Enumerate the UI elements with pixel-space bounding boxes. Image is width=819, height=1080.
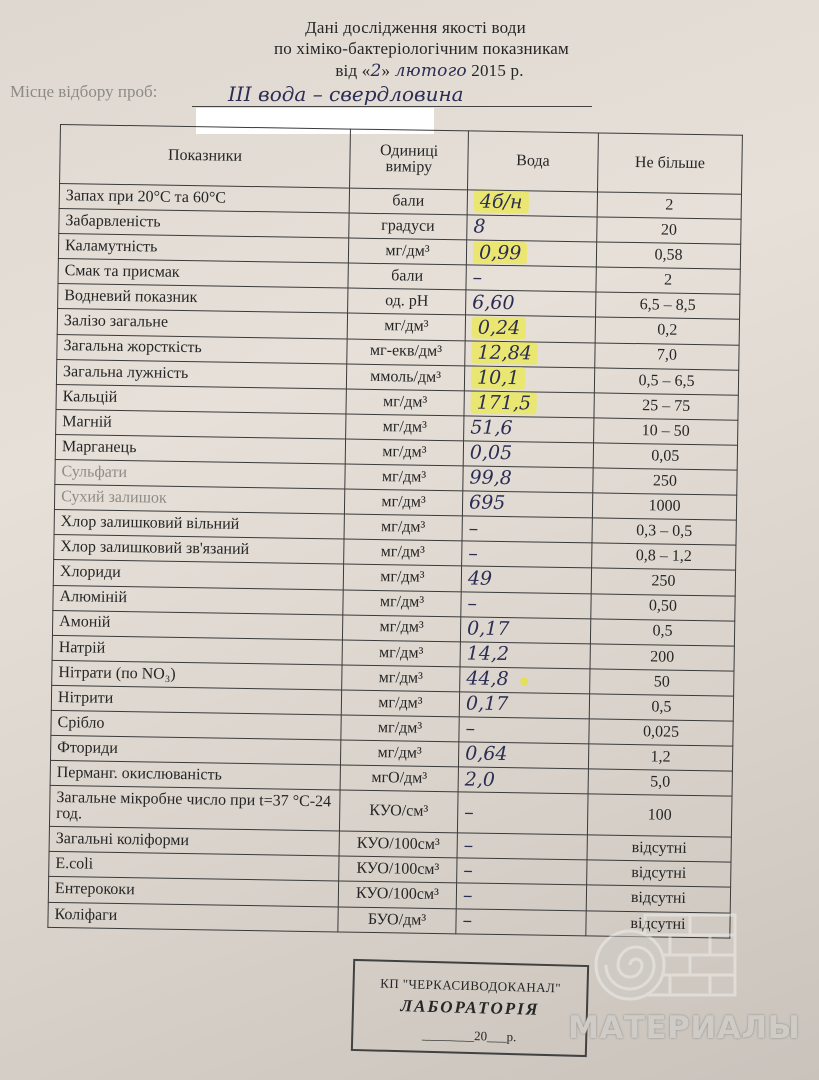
unit-cell-text: мг/дм³ — [381, 468, 427, 486]
unit-cell — [344, 489, 462, 516]
max-limit-cell-text: 250 — [652, 472, 678, 490]
max-limit-cell — [593, 443, 737, 470]
indicator-name-cell-text: Запах при 20°С та 60°С — [65, 186, 227, 207]
indicator-name-cell-text: Хлориди — [59, 563, 121, 582]
handwritten-value: – — [463, 859, 474, 882]
sample-place-value: ІІІ вода – свердловина — [228, 82, 464, 106]
handwritten-value: – — [468, 542, 478, 565]
water-value-cell — [458, 767, 588, 794]
document-date — [20, 61, 819, 81]
indicator-name-cell-text: Нітрати (по NO₃) — [58, 663, 176, 683]
unit-cell-text: мг/дм³ — [380, 568, 425, 587]
unit-cell-text: мг/дм³ — [380, 518, 426, 536]
max-limit-cell-text: 50 — [653, 673, 670, 691]
indicator-name-cell-text: Сульфати — [61, 462, 128, 482]
stamp-org: КП "ЧЕРКАСИВОДОКАНАЛ" — [380, 975, 562, 996]
max-limit-cell-text: відсутні — [631, 864, 687, 883]
max-limit-cell-text: 6,5 – 8,5 — [639, 296, 696, 315]
unit-cell — [347, 314, 465, 341]
brick-wall-roll-icon — [585, 905, 745, 1005]
unit-cell-text: КУО/100см³ — [355, 885, 440, 904]
unit-cell — [338, 881, 456, 908]
max-limit-cell — [592, 518, 736, 545]
max-limit-cell-text: 0,025 — [642, 723, 680, 741]
unit-cell-text: бали — [392, 192, 425, 210]
highlighter-dot — [521, 677, 529, 685]
indicator-name-cell-text: Коліфаги — [54, 905, 118, 924]
date-prefix: від « — [335, 61, 371, 80]
max-limit-cell — [595, 317, 739, 344]
max-limit-cell-text: відсутні — [630, 914, 686, 933]
unit-cell — [339, 790, 458, 833]
unit-cell-text: мг/дм³ — [379, 618, 424, 637]
max-limit-cell — [589, 694, 733, 721]
unit-cell-text: градуси — [381, 217, 435, 235]
unit-cell — [342, 640, 460, 667]
max-limit-cell — [596, 242, 740, 269]
indicator-name-cell-text: Фториди — [57, 738, 119, 757]
indicator-name-cell-text: Залізо загальне — [63, 312, 169, 332]
water-value-cell — [465, 340, 595, 367]
unit-cell-text: мг/дм³ — [382, 442, 427, 461]
indicator-name-cell — [49, 786, 340, 832]
water-value-cell — [456, 908, 586, 936]
table-header-row — [60, 125, 743, 195]
max-limit-cell-text: 0,5 — [651, 698, 672, 716]
max-limit-cell — [588, 769, 732, 796]
max-limit-cell — [597, 192, 741, 219]
indicator-name-cell-text: Загальна жорсткість — [63, 337, 202, 357]
max-limit-cell — [587, 794, 732, 837]
date-month: лютого — [394, 61, 467, 81]
water-value-cell — [465, 315, 595, 342]
max-limit-cell-text: 10 – 50 — [641, 421, 690, 440]
water-value-cell — [456, 883, 586, 910]
max-limit-cell — [591, 593, 735, 620]
handwritten-value: 0,64 — [464, 742, 508, 766]
stamp-date-line: ________20___р. — [421, 1026, 517, 1045]
max-limit-cell-text: 0,5 — [652, 622, 673, 641]
max-limit-cell — [588, 744, 732, 771]
indicator-name-cell-text: Магній — [62, 412, 112, 431]
unit-cell — [346, 414, 464, 441]
handwritten-value: 10,1 — [471, 367, 526, 390]
indicator-name-cell-text: Амоній — [59, 613, 111, 632]
water-value-cell — [458, 742, 588, 769]
unit-cell — [338, 906, 456, 933]
indicator-name-cell-text: Алюміній — [59, 588, 128, 607]
max-limit-cell-text: 200 — [650, 647, 675, 666]
handwritten-value: – — [468, 517, 479, 540]
indicator-name-cell-text: Загальна лужність — [62, 362, 189, 382]
max-limit-cell — [590, 669, 734, 696]
indicator-name-cell-text: Срібло — [57, 713, 105, 732]
indicator-name-cell-text: E.coli — [55, 855, 94, 873]
unit-cell-text: мг/дм³ — [379, 593, 425, 612]
unit-cell — [343, 590, 461, 617]
water-value-cell — [463, 466, 593, 493]
sample-place-label: Місце відбору проб: — [10, 82, 158, 101]
max-limit-cell — [590, 618, 734, 645]
max-limit-cell-text: 0,3 – 0,5 — [636, 522, 693, 541]
laboratory-stamp — [351, 959, 589, 1057]
indicator-name-cell-text: Забарвленість — [65, 212, 161, 231]
max-limit-cell-text: 100 — [647, 806, 672, 824]
water-value-cell — [457, 858, 587, 885]
handwritten-value: 0,17 — [465, 692, 509, 716]
indicator-name-cell-text: Ентерококи — [54, 880, 135, 899]
max-limit-cell-text: 2 — [663, 271, 673, 289]
unit-cell — [340, 765, 458, 792]
unit-cell — [343, 564, 461, 591]
handwritten-value: 171,5 — [471, 392, 538, 415]
unit-cell — [347, 339, 465, 366]
water-value-cell — [464, 366, 594, 393]
max-limit-cell-text: 1,2 — [650, 748, 671, 766]
unit-cell — [339, 831, 457, 858]
max-limit-cell-text: 0,2 — [657, 321, 678, 340]
unit-cell — [341, 690, 459, 717]
unit-cell-text: БУО/дм³ — [367, 910, 427, 929]
max-limit-cell-text: 2 — [665, 196, 674, 214]
sample-place-underline — [192, 106, 592, 107]
date-day: 2 — [370, 61, 382, 81]
unit-cell — [341, 715, 459, 742]
max-limit-cell — [597, 217, 741, 244]
document-subtitle: по хіміко-бактеріологічним показникам — [273, 39, 569, 58]
unit-cell — [345, 439, 463, 466]
indicator-name-cell-text: Натрій — [58, 638, 106, 657]
unit-cell-text: КУО/см³ — [369, 802, 429, 820]
handwritten-value: 8 — [473, 215, 486, 239]
max-limit-cell-text: 7,0 — [656, 346, 678, 365]
water-value-cell — [461, 566, 591, 593]
indicator-name-cell-text: Марганець — [61, 437, 137, 457]
unit-cell-text: бали — [391, 267, 424, 285]
header-unit: Одиниці виміру — [350, 129, 469, 190]
max-limit-cell — [596, 267, 740, 294]
max-limit-cell-text: 0,8 – 1,2 — [635, 547, 692, 566]
water-value-cell — [466, 240, 596, 267]
max-limit-cell-text: відсутні — [630, 889, 687, 908]
handwritten-value: 2,0 — [464, 767, 496, 791]
max-limit-cell-text: 0,5 – 6,5 — [638, 371, 695, 390]
unit-cell-text: мг/дм³ — [377, 744, 422, 762]
water-value-cell — [466, 265, 596, 292]
unit-cell-text: мг/дм³ — [378, 668, 424, 687]
unit-cell-text: мг/дм³ — [382, 417, 428, 436]
header-indicator: Показники — [60, 125, 351, 189]
unit-cell — [344, 539, 462, 566]
max-limit-cell-text: 0,58 — [654, 246, 683, 264]
max-limit-cell — [594, 393, 738, 420]
unit-cell — [348, 238, 466, 265]
indicator-name-cell-text: Загальні коліформи — [55, 830, 190, 850]
unit-cell — [342, 665, 460, 692]
document-title: Дані дослідження якості води — [305, 18, 526, 37]
water-value-cell — [461, 591, 591, 618]
max-limit-cell — [592, 493, 736, 520]
unit-cell — [348, 288, 466, 315]
water-value-cell — [466, 290, 596, 317]
indicator-name-cell-text: Водневий показник — [64, 287, 198, 307]
max-limit-cell — [590, 644, 734, 671]
unit-cell — [344, 514, 462, 541]
unit-cell-text: мг/дм³ — [384, 317, 429, 336]
handwritten-value: – — [462, 909, 473, 932]
handwritten-value: 44,8 — [466, 667, 509, 691]
unit-cell-text: КУО/100см³ — [356, 859, 440, 879]
water-value-cell — [463, 441, 593, 468]
handwritten-value: 49 — [467, 567, 493, 590]
max-limit-cell — [594, 368, 738, 395]
handwritten-value: – — [463, 834, 474, 857]
max-limit-cell — [587, 860, 731, 887]
max-limit-cell-text: відсутні — [631, 839, 687, 858]
water-value-cell — [467, 215, 597, 242]
handwritten-value: 0,05 — [469, 441, 513, 465]
max-limit-cell-text: 0,05 — [651, 447, 680, 465]
max-limit-cell — [596, 292, 740, 319]
unit-cell-text: мгО/дм³ — [371, 769, 428, 787]
water-value-cell — [467, 190, 597, 217]
max-limit-cell — [593, 468, 737, 495]
max-limit-cell — [595, 342, 739, 369]
water-value-cell — [460, 667, 590, 694]
unit-cell-text: КУО/100см³ — [356, 834, 440, 854]
unit-cell — [349, 188, 467, 215]
indicator-name-cell-text: Сухий залишок — [61, 488, 167, 507]
date-year: 2015 р. — [471, 61, 524, 80]
max-limit-cell-text: 250 — [651, 572, 676, 591]
handwritten-value: – — [465, 717, 476, 740]
water-value-cell — [464, 416, 594, 443]
indicator-name-cell-text: Перманг. окислюваність — [56, 764, 223, 784]
unit-cell — [339, 856, 457, 883]
unit-cell — [348, 263, 466, 290]
handwritten-value: 12,84 — [471, 341, 538, 364]
unit-cell-text: мг/дм³ — [382, 392, 428, 411]
indicator-name-cell-text: Нітрити — [57, 688, 114, 707]
water-value-cell — [464, 391, 594, 418]
unit-cell — [345, 464, 463, 491]
unit-cell — [340, 740, 458, 767]
unit-cell-text: мг-екв/дм³ — [369, 342, 443, 361]
max-limit-cell-text: 5,0 — [650, 773, 671, 791]
max-limit-cell-text: 20 — [660, 221, 678, 239]
water-value-cell — [459, 717, 589, 744]
unit-cell — [346, 389, 464, 416]
unit-cell-text: мг/дм³ — [385, 242, 430, 260]
indicator-name-cell-text: Хлор залишковий вільний — [60, 513, 240, 533]
unit-cell — [349, 213, 467, 240]
max-limit-cell — [592, 543, 736, 570]
handwritten-value: 4б/н — [474, 191, 529, 214]
unit-cell-text: мг/дм³ — [380, 543, 426, 561]
unit-cell — [346, 364, 464, 391]
handwritten-value: 0,99 — [473, 241, 528, 264]
indicator-name-cell-text: Загальне мікробне число при t=37 °С-24 год. — [56, 788, 332, 823]
unit-cell-text: мг/дм³ — [377, 718, 423, 737]
max-limit-cell — [594, 418, 738, 445]
handwritten-value: – — [462, 884, 473, 907]
unit-cell-text: од. pH — [385, 292, 429, 311]
handwritten-value: 51,6 — [470, 416, 513, 440]
max-limit-cell — [589, 719, 733, 746]
handwritten-value: 0,24 — [472, 316, 527, 339]
indicator-name-cell-text: Смак та присмак — [64, 262, 180, 282]
unit-cell — [342, 615, 460, 642]
water-value-cell — [460, 642, 590, 669]
handwritten-value: 14,2 — [466, 642, 510, 666]
indicator-name-cell-text: Кальцій — [62, 387, 118, 406]
indicator-name-cell-text: Каламутність — [64, 237, 158, 256]
max-limit-cell-text: 25 – 75 — [642, 396, 691, 415]
handwritten-value: 6,60 — [472, 291, 515, 314]
unit-cell-text: мг/дм³ — [378, 693, 423, 712]
max-limit-cell-text: 0,50 — [648, 597, 678, 616]
water-value-cell — [460, 616, 590, 643]
max-limit-cell — [591, 568, 735, 595]
indicator-name-cell — [48, 902, 338, 932]
water-quality-table — [47, 124, 743, 939]
watermark-text: МАТЕРИАЛЫ — [568, 1010, 801, 1046]
stamp-lab: ЛАБОРАТОРІЯ — [400, 996, 540, 1019]
water-value-cell — [457, 792, 588, 835]
water-value-cell — [462, 491, 592, 518]
unit-cell-text: ммоль/дм³ — [370, 367, 442, 386]
water-value-cell — [459, 692, 589, 719]
unit-cell-text: мг/дм³ — [381, 493, 426, 511]
date-mid: » — [381, 61, 391, 80]
handwritten-value: – — [472, 266, 483, 289]
header-water: Вода — [468, 131, 599, 192]
water-value-cell — [457, 833, 587, 860]
handwritten-value: 99,8 — [469, 466, 512, 490]
header-max: Не більше — [597, 133, 742, 194]
handwritten-value: 695 — [468, 491, 506, 515]
indicator-name-cell-text: Хлор залишковий зв'язаний — [60, 538, 250, 559]
water-value-cell — [462, 516, 592, 543]
handwritten-value: 0,17 — [466, 617, 510, 641]
max-limit-cell-text: 1000 — [648, 497, 681, 515]
handwritten-value: – — [464, 800, 474, 824]
handwritten-value: – — [467, 592, 478, 615]
max-limit-cell — [587, 835, 731, 862]
unit-cell-text: мг/дм³ — [379, 643, 424, 662]
water-value-cell — [462, 541, 592, 568]
